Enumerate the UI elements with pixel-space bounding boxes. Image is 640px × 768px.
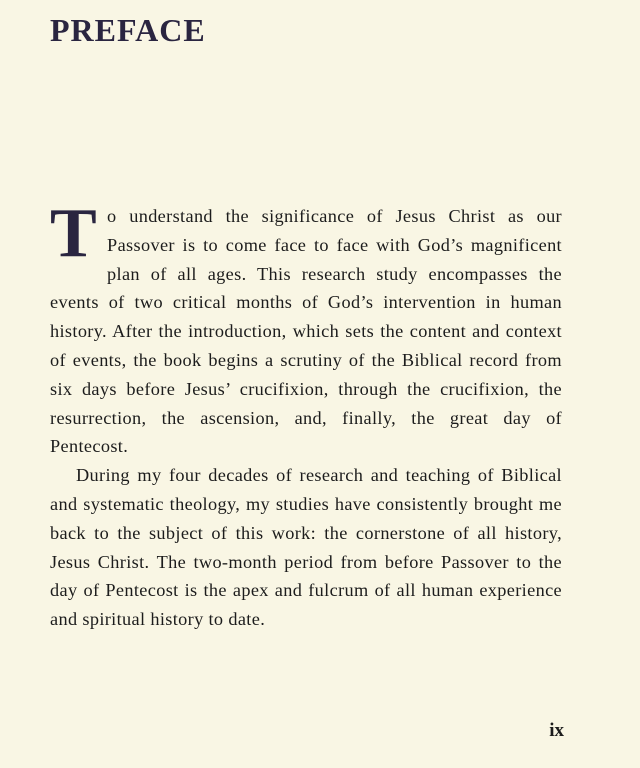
- paragraph-1-text: o understand the significance of Jesus Christ as our Passover is to come face to face with God’s magnificent plan of all ages. This research study encompasses the events of two critical months of God’s intervention in human history. After the introduction, which sets the content and context of events, the book begins a scrutiny of the Biblical record from six days before Jesus’ crucifixion, through the crucifixion, the resurrection, the ascension, and, finally, the great day of Pentecost.: [50, 206, 562, 457]
- body-text: [50, 195, 562, 634]
- drop-cap: T: [50, 195, 98, 272]
- paragraph-2: During my four decades of research and teaching of Biblical and systematic theology, my studies have consistently brought me back to the subject of this work: the cornerstone of all history, Jesus Christ. The two-month period from before Passover to the day of Pentecost is the apex and fulcrum of all human experience and spiritual history to date.: [50, 465, 562, 630]
- page-number: ix: [549, 720, 564, 741]
- page-title: PREFACE: [50, 12, 206, 48]
- paragraph-1: [50, 195, 562, 461]
